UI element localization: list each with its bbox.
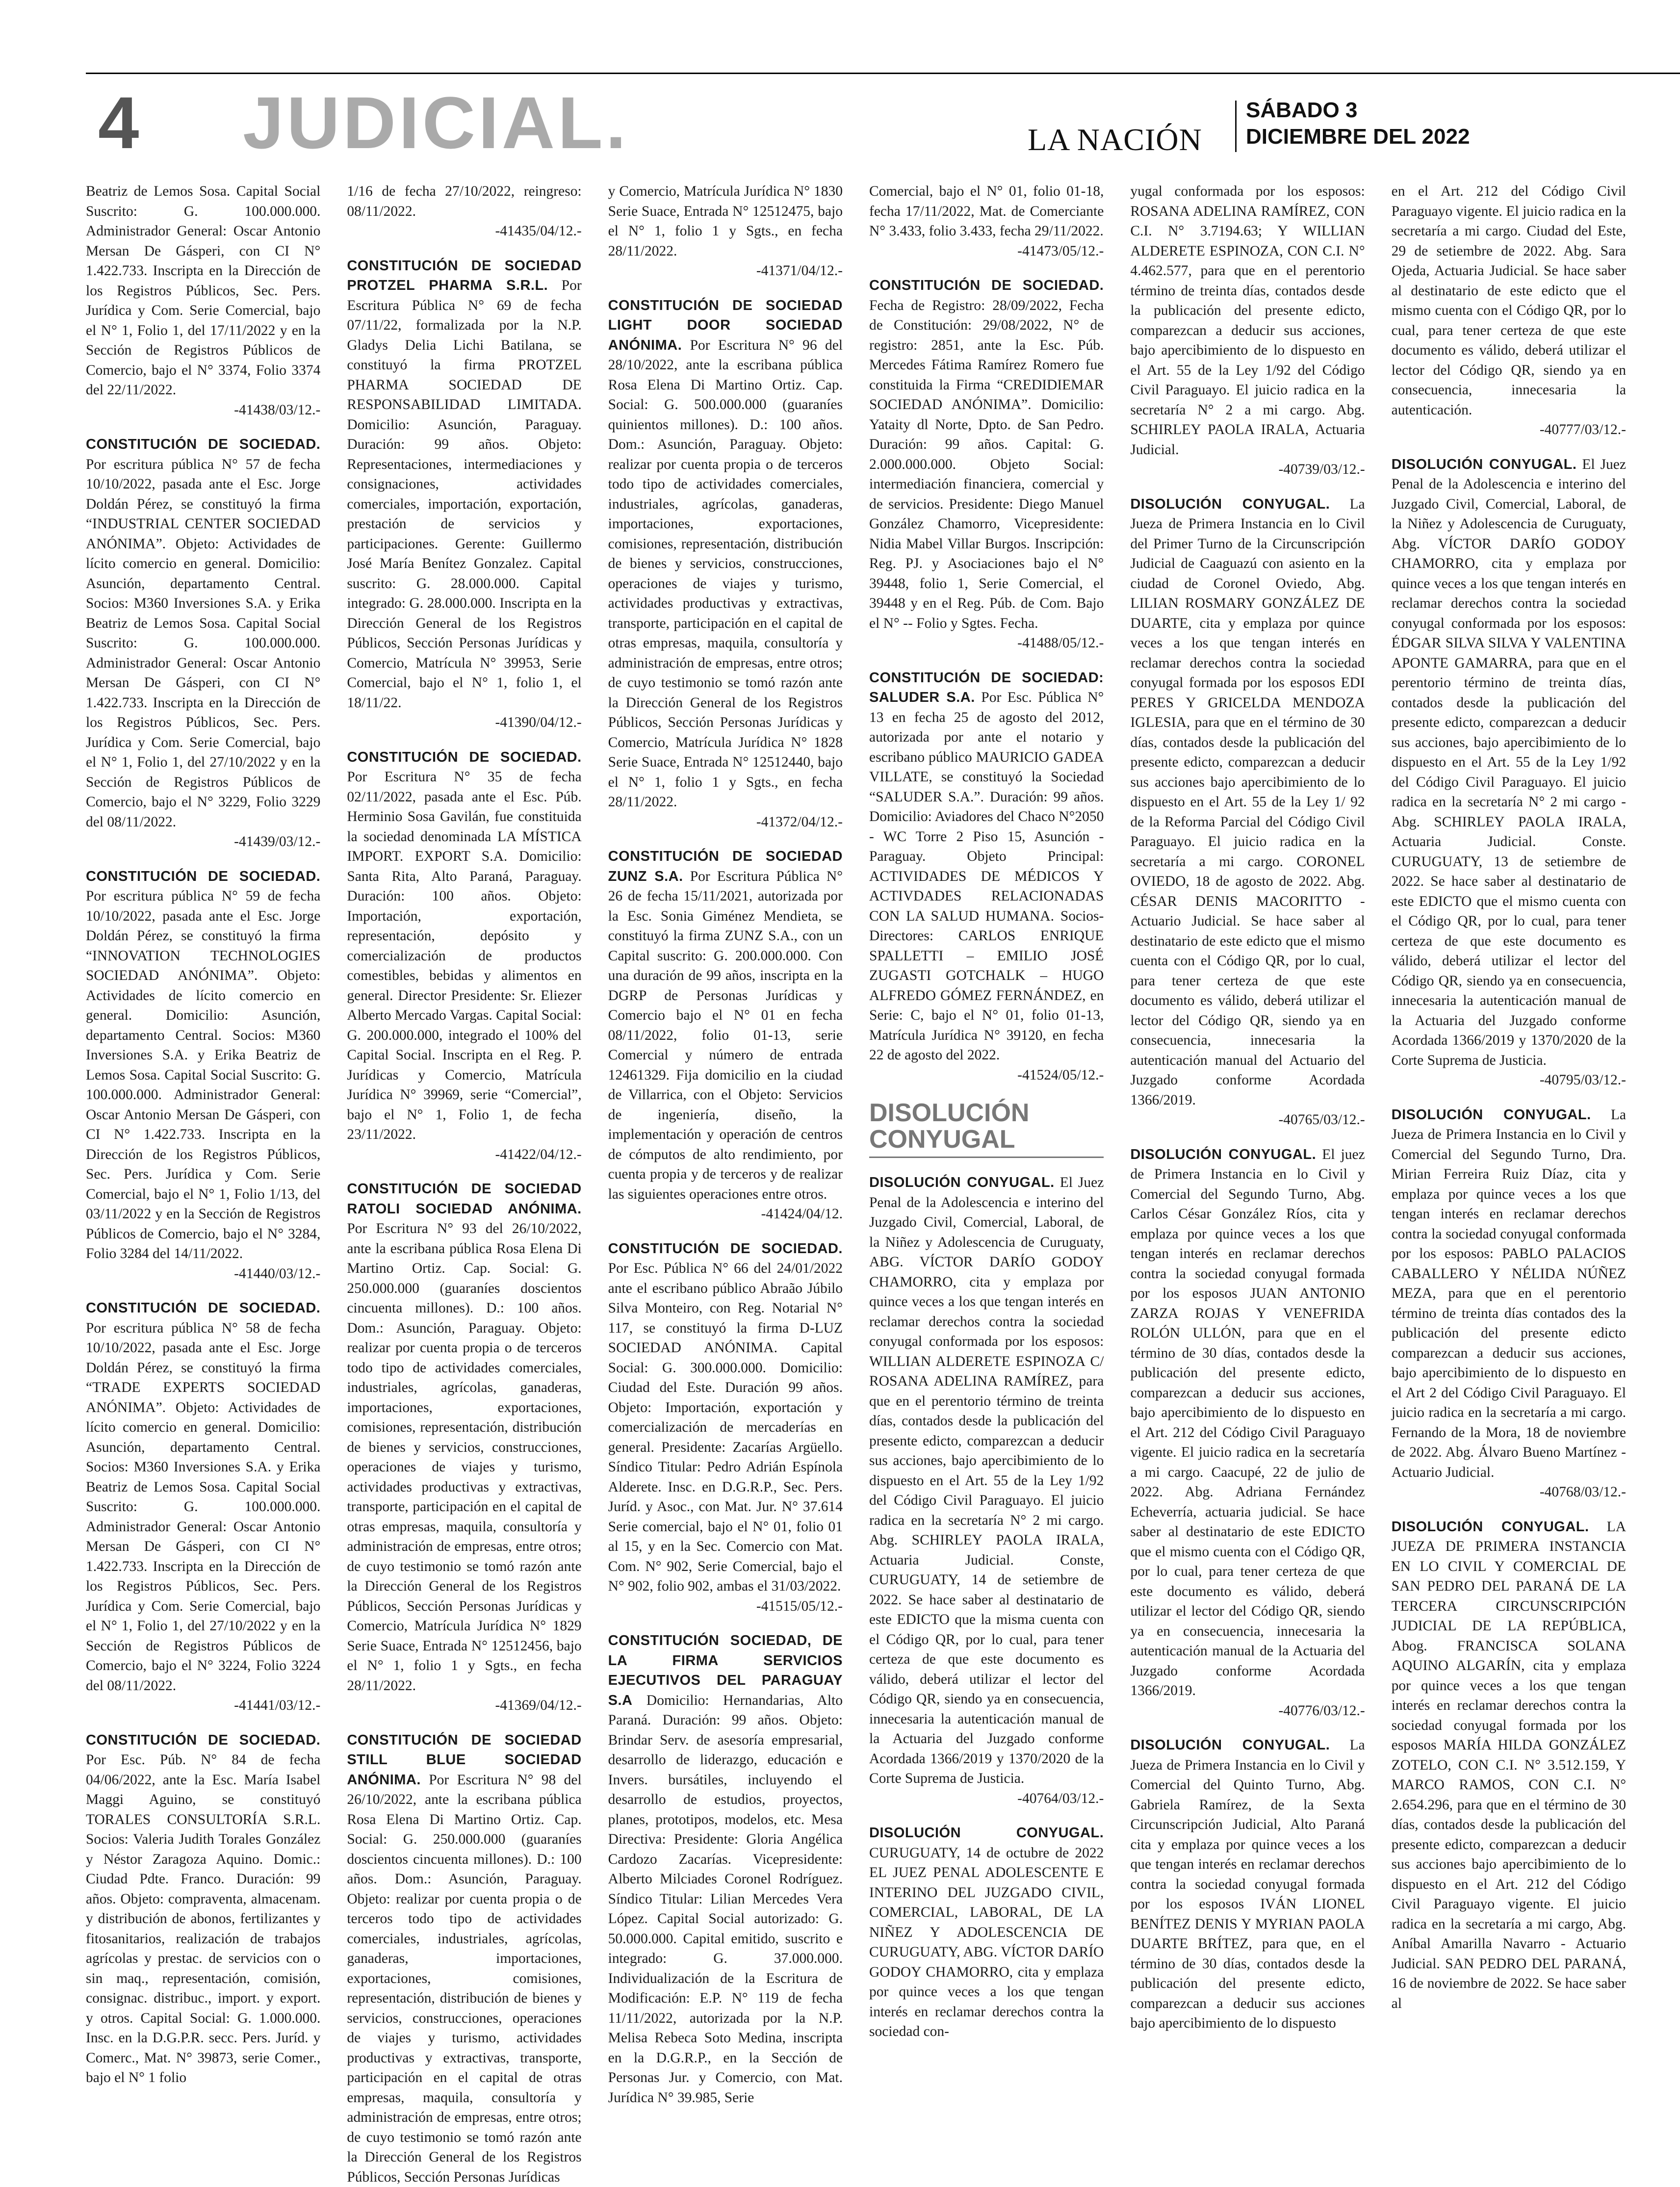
notice-heading: DISOLUCIÓN CONYUGAL. <box>1130 1147 1316 1162</box>
notice-body: El Juez Penal de la Adolescencia e interino del Juzgado Civil, Comercial, Laboral, de la Niñez y Adolescencia de Curuguaty, ABG. VÍCTOR DARÍO GODOY CHAMORRO, cita y emplaza por quince veces a los que tengan interés en reclamar derechos contra la sociedad conyugal conformada por los esposos: WILLIAN ALDERETE ESPINOZA C/ ROSANA ADELINA RAMÍREZ, para que en el perentorio término de treinta días, contados desde la publicación del presente edicto, comparezcan a deducir sus acciones, bajo apercibimiento de lo dispuesto en el Art. 55 de la Ley 1/92 del Código Civil Paraguayo. El juicio radica en la secretaría N° 2 mi cargo. Abg. SCHIRLEY PAOLA IRALA, Actuaria Judicial. Conste, CURUGUATY, 14 de setiembre de 2022. Se hace saber al destinatario de este EDICTO que la misma cuenta con el Código QR, por lo cual, para tener certeza de que este documento es válido, deberá utilizar el lector del Código QR, siendo ya en consecuencia, innecesaria la autenticación manual de la Actuaria del Juzgado conforme Acordada 1366/2019 y 1370/2020 de la Corte Suprema de Justicia. <box>869 1175 1104 1786</box>
legal-notice <box>869 1823 1104 2042</box>
notice-reference: -41515/05/12.- <box>608 1596 843 1617</box>
notice-body: 1/16 de fecha 27/10/2022, reingreso: 08/11/2022. <box>347 183 581 219</box>
legal-notice <box>1130 1735 1365 2033</box>
notice-body: yugal conformada por los esposos: ROSANA ADELINA RAMÍREZ, CON C.I. N° 3.7194.63; Y WILLIAN ALDERETE ESPINOZA, CON C.I. N° 4.462.577, para que en el perentorio término de treinta días, contados desde la publicación del presente edicto, comparezcan a deducir sus acciones, bajo apercibimiento de lo dispuesto en el Art. 55 de la Ley 1/92 del Código Civil Paraguayo. El juicio radica en la secretaría N° 2 a mi cargo. Abg. SCHIRLEY PAOLA IRALA, Actuaria Judicial. <box>1130 183 1365 458</box>
notice-body: Beatriz de Lemos Sosa. Capital Social Suscrito: G. 100.000.000. Administrador General: Oscar Antonio Mersan De Gásperi, con CI N° 1.422.733. Inscripta en la Dirección de los Registros Públicos, Sec. Pers. Jurídica y Com. Serie Comercial, bajo el N° 1, Folio 1, del 17/11/2022 y en la Sección de Registros Públicos de Comercio, bajo el N° 3374, Folio 3374 del 22/11/2022. <box>86 183 320 398</box>
notice-columns <box>86 181 1626 2134</box>
notice-reference: -40768/03/12.- <box>1392 1482 1626 1502</box>
section-heading: DISOLUCIÓN CONYUGAL <box>869 1100 1104 1158</box>
page-header <box>0 74 1680 172</box>
notice-reference: -40776/03/12.- <box>1130 1701 1365 1721</box>
notice-reference: -41424/04/12. <box>608 1204 843 1224</box>
notice-heading: CONSTITUCIÓN DE SOCIEDAD. <box>347 749 581 765</box>
header-divider <box>1235 101 1237 152</box>
page-number: 4 <box>98 86 139 159</box>
legal-notice <box>1130 494 1365 1130</box>
legal-notice <box>1392 1517 1626 2014</box>
notice-body: Por Escritura N° 93 del 26/10/2022, ante la escribana pública Rosa Elena Di Martino Ortiz. Cap. Social: G. 250.000.000 (guaraníes doscientos cincuenta millones). D.: 100 años. Dom.: Asunción, Paraguay. Objeto: realizar por cuenta propia o de terceros todo tipo de actividades comerciales, industriales, agrícolas, ganaderas, importaciones, exportaciones, comisiones, representación, distribución de bienes y servicios, construcciones, operaciones de viajes y turismo, actividades productivas y extractivas, transporte, participación en el capital de otras empresas, maquila, consultoría y administración de empresas, entre otros; de cuyo testimonio se tomó razón ante la Dirección General de los Registros Públicos, Sección Personas Jurídicas y Comercio, Matrícula Jurídica N° 1829 Serie Suace, Entrada N° 12512456, bajo el N° 1, folio 1 y Sgts., en fecha 28/11/2022. <box>347 1221 581 1694</box>
notice-body: Por Escritura Pública N° 69 de fecha 07/11/22, formalizada por la N.P. Gladys Delia Lichi Batilana, se constituyó la firma PROTZEL PHARMA SOCIEDAD DE RESPONSABILIDAD LIMITADA. Domicilio: Asunción, Paraguay. Duración: 99 años. Objeto: Representaciones, intermediaciones y consignaciones, actividades comerciales, importación, exportación, prestación de servicios y participaciones. Gerente: Guillermo José María Benítez Gonzalez. Capital suscrito: G. 28.000.000. Capital integrado: G. 28.000.000. Inscripta en la Dirección General de los Registros Públicos, Sección Personas Jurídicas y Comercio, Matrícula N° 39953, Serie Comercial, bajo el N° 1, folio 1, el 18/11/22. <box>347 278 581 711</box>
legal-notice <box>347 256 581 733</box>
notice-heading: CONSTITUCIÓN DE SOCIEDAD LIGHT DOOR SOCIEDAD ANÓNIMA. <box>608 298 843 353</box>
notice-reference: -41369/04/12.- <box>347 1696 581 1716</box>
legal-notice <box>1392 1105 1626 1502</box>
notice-heading: CONSTITUCIÓN DE SOCIEDAD. <box>86 869 320 884</box>
legal-notice <box>86 181 320 420</box>
notice-heading: CONSTITUCIÓN DE SOCIEDAD. <box>869 278 1104 293</box>
notice-reference: -41441/03/12.- <box>86 1696 320 1716</box>
notice-reference: -41440/03/12.- <box>86 1264 320 1284</box>
column-4 <box>869 181 1104 2134</box>
notice-body: Por escritura pública N° 57 de fecha 10/10/2022, pasada ante el Esc. Jorge Doldán Pérez, se constituyó la firma “INDUSTRIAL CENTER SOCIEDAD ANÓNIMA”. Objeto: Actividades de lícito comercio en general. Domicilio: Asunción, departamento Central. Socios: M360 Inversiones S.A. y Erika Beatriz de Lemos Sosa. Capital Social Suscrito: G. 100.000.000. Administrador General: Oscar Antonio Mersan De Gásperi, con CI N° 1.422.733. Inscripta en la Dirección de los Registros Públicos, Sec. Pers. Jurídica y Com. Serie Comercial, bajo el N° 1, Folio 1, del 27/10/2022 y en la Sección de Registros Públicos de Comercio, bajo el N° 3229, Folio 3229 del 08/11/2022. <box>86 457 320 830</box>
legal-notice <box>1392 181 1626 440</box>
notice-heading: CONSTITUCIÓN DE SOCIEDAD ZUNZ S.A. <box>608 849 843 884</box>
notice-heading: CONSTITUCIÓN DE SOCIEDAD. <box>86 437 320 452</box>
notice-body: Por escritura pública N° 59 de fecha 10/10/2022, pasada ante el Esc. Jorge Doldán Pérez, se constituyó la firma “INNOVATION TECHNOLOGIES SOCIEDAD ANÓNIMA”. Objeto: Actividades de lícito comercio en general. Domicilio: Asunción, departamento Central. Socios: M360 Inversiones S.A. y Erika Beatriz de Lemos Sosa. Capital Social Suscrito: G. 100.000.000. Administrador General: Oscar Antonio Mersan De Gásperi, con CI N° 1.422.733. Inscripta en la Dirección de los Registros Públicos, Sec. Pers. Jurídica y Com. Serie Comercial, bajo el N° 1, Folio 1/13, del 03/11/2022 y en la Sección de Registros Públicos de Comercio, bajo el N° 3284, Folio 3284 del 14/11/2022. <box>86 888 320 1261</box>
legal-notice <box>608 296 843 832</box>
notice-heading: DISOLUCIÓN CONYUGAL. <box>1392 1519 1589 1535</box>
legal-notice <box>347 1179 581 1716</box>
notice-heading: DISOLUCIÓN CONYUGAL. <box>1130 496 1330 512</box>
legal-notice <box>608 847 843 1224</box>
notice-body: El Juez Penal de la Adolescencia e interino del Juzgado Civil, Comercial, Laboral, de la Niñez y Adolescencia de Curuguaty, Abg. VÍCTOR DARÍO GODOY CHAMORRO, cita y emplaza por quince veces a los que tengan interés en reclamar derechos contra la sociedad conyugal conformada por los esposos: ÉDGAR SILVA SILVA Y VALENTINA APONTE GAMARRA, para que en el perentorio término de treinta días, contados desde la publicación del presente edicto, comparezcan a deducir sus acciones, bajo apercibimiento de lo dispuesto en el Art. 55 de la Ley 1/92 del Código Civil Paraguayo. El juicio radica en la secretaría N° 2 mi cargo - Abg. SCHIRLEY PAOLA IRALA, Actuaria Judicial. Conste. CURUGUATY, 13 de setiembre de 2022. Se hace saber al destinatario de este EDICTO que el mismo cuenta con el Código QR, por lo cual, para tener certeza de que este documento es válido, deberá utilizar el lector del Código QR, siendo ya en consecuencia, innecesaria la autenticación manual de la Actuaria del Juzgado conforme Acordada 1366/2019 y 1370/2020 de la Corte Suprema de Justicia. <box>1392 457 1626 1068</box>
legal-notice <box>86 1298 320 1716</box>
legal-notice <box>347 747 581 1165</box>
notice-reference: -41390/04/12.- <box>347 713 581 733</box>
legal-notice <box>869 181 1104 261</box>
notice-body: LA JUEZA DE PRIMERA INSTANCIA EN LO CIVIL Y COMERCIAL DE SAN PEDRO DEL PARANÁ DE LA TERCERA CIRCUNSCRIPCIÓN JUDICIAL DE LA REPÚBLICA, Abog. FRANCISCA SOLANA AQUINO ALGARÍN, cita y emplaza por quince veces a los que tengan interés en reclamar derechos contra la sociedad conyugal formada por los esposos MARÍA HILDA GONZÁLEZ ZOTELO, CON C.I. N° 3.512.159, Y MARCO RAMOS, CON C.I. N° 2.654.296, para que en el término de 30 días, contados desde la publicación del presente edicto, comparezcan a deducir sus acciones bajo apercibimiento de lo dispuesto en el Art. 212 del Código Civil Paraguayo vigente. El juicio radica en la secretaría a mi cargo, Abg. Aníbal Amarilla Navarro - Actuario Judicial. SAN PEDRO DEL PARANÁ, 16 de noviembre de 2022. Se hace saber al <box>1392 1519 1626 2011</box>
notice-heading: CONSTITUCIÓN DE SOCIEDAD RATOLI SOCIEDAD ANÓNIMA. <box>347 1181 581 1217</box>
notice-body: La Jueza de Primera Instancia en lo Civil del Primer Turno de la Circunscripción Judicial de Caaguazú con asiento en la ciudad de Coronel Oviedo, Abg. LILIAN ROSMARY GONZÁLEZ DE DUARTE, cita y emplaza por quince veces a los que tengan interés en reclamar derechos contra la sociedad conyugal formada por los esposos EDI PERES Y GRICELDA MENDOZA IGLESIA, para que en el término de 30 días, contados desde la publicación del presente edicto, comparezcan a deducir sus acciones bajo apercibimiento de lo dispuesto en el Art. 55 de la Ley 1/ 92 de la Reforma Parcial del Código Civil Paraguayo. El juicio radica en la secretaría a mi cargo. CORONEL OVIEDO, 18 de agosto de 2022. Abg. CÉSAR DENIS MACORITTO - Actuario Judicial. Se hace saber al destinatario de este edicto que el mismo cuenta con el Código QR, por lo cual, para tener certeza de que este documento es válido, deberá utilizar el lector del Código QR, siendo ya en consecuencia, innecesaria la autenticación manual del Actuario del Juzgado conforme Acordada 1366/2019. <box>1130 496 1365 1108</box>
notice-body: Comercial, bajo el N° 01, folio 01-18, fecha 17/11/2022, Mat. de Comerciante N° 3.433, folio 3.433, fecha 29/11/2022. <box>869 183 1104 239</box>
notice-reference: -40777/03/12.- <box>1392 420 1626 440</box>
legal-notice <box>86 1730 320 2088</box>
notice-body: y Comercio, Matrícula Jurídica N° 1830 Serie Suace, Entrada N° 12512475, bajo el N° 1, folio 1 y Sgts., en fecha 28/11/2022. <box>608 183 843 259</box>
notice-reference: -41422/04/12.- <box>347 1145 581 1165</box>
notice-heading: CONSTITUCIÓN DE SOCIEDAD. <box>608 1241 843 1257</box>
notice-reference: -41439/03/12.- <box>86 832 320 852</box>
notice-body: Por Esc. Pública N° 66 del 24/01/2022 ante el escribano público Abraão Júbilo Silva Monteiro, con Reg. Notarial N° 117, se constituyó la firma D-LUZ SOCIEDAD ANÓNIMA. Capital Social: G. 300.000.000. Domicilio: Ciudad del Este. Duración 99 años. Objeto: Importación, exportación y comercialización de mercaderías en general. Presidente: Zacarías Argüello. Síndico Titular: Pedro Adrián Espínola Alderete. Insc. en D.G.R.P., Sec. Pers. Juríd. y Asoc., con Mat. Jur. N° 37.614 Serie comercial, bajo el N° 01, folio 01 al 15, y en la Sec. Comercio con Mat. Com. N° 902, Serie Comercial, bajo el N° 902, folio 902, ambas el 31/03/2022. <box>608 1261 843 1594</box>
column-2 <box>347 181 581 2134</box>
notice-reference: -41488/05/12.- <box>869 633 1104 653</box>
notice-reference: -40764/03/12.- <box>869 1789 1104 1809</box>
dateline-date: DICIEMBRE DEL 2022 <box>1246 124 1470 150</box>
notice-heading: DISOLUCIÓN CONYUGAL. <box>1130 1737 1330 1753</box>
notice-body: en el Art. 212 del Código Civil Paraguayo vigente. El juicio radica en la secretaría a mi cargo. Ciudad del Este, 29 de setiembre de 2022. Abg. Sara Ojeda, Actuaria Judicial. Se hace saber al destinatario de este edicto que el mismo cuenta con el Código QR, por lo cual, para tener certeza de que este documento es válido, deberá utilizar el lector del Código QR, siendo ya en consecuencia, innecesaria la autenticación. <box>1392 183 1626 418</box>
legal-notice <box>347 181 581 241</box>
legal-notice <box>347 1730 581 2187</box>
notice-heading: DISOLUCIÓN CONYUGAL. <box>869 1175 1055 1190</box>
legal-notice <box>608 1239 843 1617</box>
notice-body: La Jueza de Primera Instancia en lo Civil y Comercial del Segundo Turno, Dra. Mirian Ferreira Ruiz Díaz, cita y emplaza por quince veces a los que tengan interés en reclamar derechos contra la sociedad conyugal conformada por los esposos: PABLO PALACIOS CABALLERO Y NÉLIDA NÚÑEZ MEZA, para que en el perentorio término de treinta días contados des la publicación del presente edicto comparezcan a deducir sus acciones, bajo apercibimiento de lo dispuesto en el Art 2 del Código Civil Paraguayo. El juicio radica en la secretaría a mi cargo. Fernando de la Mora, 18 de noviembre de 2022. Abg. Álvaro Bueno Martínez - Actuario Judicial. <box>1392 1107 1626 1480</box>
notice-reference: -41435/04/12.- <box>347 221 581 241</box>
notice-body: Por Esc. Púb. N° 84 de fecha 04/06/2022, ante la Esc. María Isabel Maggi Aguino, se constituyó TORALES CONSULTORÍA S.R.L. Socios: Valeria Judith Torales González y Néstor Zaragoza Aquino. Domic.: Ciudad Pdte. Franco. Duración: 99 años. Objeto: compraventa, almacenam. y distribución de abonos, fertilizantes y fitosanitarios, realización de trabajos agrícolas y prestac. de servicios con o sin maq., representación, comisión, consignac. distribuc., import. y export. y otros. Capital Social: G. 1.000.000. Insc. en la D.G.P.R. secc. Pers. Juríd. y Comerc., Mat. N° 39873, serie Comer., bajo el N° 1 folio <box>86 1752 320 2085</box>
notice-body: La Jueza de Primera Instancia en lo Civil y Comercial del Quinto Turno, Abg. Gabriela Ramírez, de la Sexta Circunscripción Judicial, Alto Paraná cita y emplaza por quince veces a los que tengan interés en reclamar derechos contra la sociedad conyugal formada por los esposos IVÁN LIONEL BENÍTEZ DENIS Y MYRIAN PAOLA DUARTE BRÍTEZ, para que, en el término de 30 días, contados desde la publicación del presente edicto, comparezcan a deducir sus acciones bajo apercibimiento de lo dispuesto <box>1130 1737 1365 2031</box>
legal-notice <box>608 181 843 281</box>
notice-heading: CONSTITUCIÓN DE SOCIEDAD PROTZEL PHARMA S.R.L. <box>347 258 581 294</box>
notice-reference: -41473/05/12.- <box>869 241 1104 261</box>
notice-heading: DISOLUCIÓN CONYUGAL. <box>869 1825 1104 1841</box>
notice-body: Por Escritura Pública N° 26 de fecha 15/11/2021, autorizada por la Esc. Sonia Giménez Mendieta, se constituyó la firma ZUNZ S.A., con un Capital suscrito: G. 200.000.000. Con una duración de 99 años, inscripta en la DGRP de Personas Jurídicas y Comercio bajo el N° 01 en fecha 08/11/2022, folio 01-13, serie Comercial y número de entrada 12461329. Fija domicilio en la ciudad de Villarrica, con el Objeto: Servicios de ingeniería, diseño, la implementación y operación de centros de cómputos de alto rendimiento, por cuenta propia y de terceros y de realizar las siguientes operaciones entre otros. <box>608 869 843 1202</box>
notice-heading: CONSTITUCIÓN DE SOCIEDAD. <box>86 1300 320 1316</box>
notice-body: Por escritura pública N° 58 de fecha 10/10/2022, pasada ante el Esc. Jorge Doldán Pérez, se constituyó la firma “TRADE EXPERTS SOCIEDAD ANÓNIMA”. Objeto: Actividades de lícito comercio en general. Domicilio: Asunción, departamento Central. Socios: M360 Inversiones S.A. y Erika Beatriz de Lemos Sosa. Capital Social Suscrito: G. 100.000.000. Administrador General: Oscar Antonio Mersan De Gásperi, con CI N° 1.422.733. Inscripta en la Dirección de los Registros Públicos, Sec. Pers. Jurídica y Com. Serie Comercial, bajo el N° 1, Folio 1, del 27/10/2022 y en la Sección de Registros Públicos de Comercio, bajo el N° 3224, Folio 3224 del 08/11/2022. <box>86 1320 320 1694</box>
legal-notice <box>869 1173 1104 1808</box>
legal-notice <box>1392 455 1626 1090</box>
notice-heading: CONSTITUCIÓN SOCIEDAD, DE LA FIRMA SERVICIOS EJECUTIVOS DEL PARAGUAY S.A <box>608 1633 843 1708</box>
notice-reference: -40739/03/12.- <box>1130 460 1365 480</box>
column-6 <box>1392 181 1626 2134</box>
notice-reference: -41372/04/12.- <box>608 812 843 832</box>
dateline-day: SÁBADO 3 <box>1246 97 1470 124</box>
notice-heading: CONSTITUCIÓN DE SOCIEDAD: SALUDER S.A. <box>869 670 1104 706</box>
notice-reference: -40795/03/12.- <box>1392 1070 1626 1090</box>
legal-notice <box>1130 1145 1365 1721</box>
notice-reference: -40765/03/12.- <box>1130 1110 1365 1130</box>
notice-body: Por Escritura N° 35 de fecha 02/11/2022, pasada ante el Esc. Púb. Herminio Sosa Gavilán, fue constituida la sociedad denominada LA MÍSTICA IMPORT. EXPORT S.A. Domicilio: Santa Rita, Alto Paraná, Paraguay. Duración: 100 años. Objeto: Importación, exportación, representación, depósito y comercialización de productos comestibles, bebidas y alimentos en general. Director Presidente: Sr. Eliezer Alberto Mercado Vargas. Capital Social: G. 200.000.000, integrado el 100% del Capital Social. Inscripta en el Reg. P. Jurídicas y Comercio, Matrícula Jurídica N° 39969, serie “Comercial”, bajo el N° 1, Folio 1, de fecha 23/11/2022. <box>347 769 581 1142</box>
legal-notice <box>608 1631 843 2108</box>
notice-body: Por Escritura N° 98 del 26/10/2022, ante la escribana pública Rosa Elena Di Martino Ortiz. Cap. Social: G. 250.000.000 (guaraníes doscientos cincuenta millones). D.: 100 años. Dom.: Asunción, Paraguay. Objeto: realizar por cuenta propia o de terceros todo tipo de actividades comerciales, industriales, agrícolas, ganaderas, importaciones, exportaciones, comisiones, representación, distribución de bienes y servicios, construcciones, operaciones de viajes y turismo, actividades productivas y extractivas, transporte, participación en el capital de otras empresas, maquila, consultoría y administración de empresas, entre otros; de cuyo testimonio se tomó razón ante la Dirección General de los Registros Públicos, Sección Personas Jurídicas <box>347 1772 581 2185</box>
section-title: JUDICIAL. <box>243 86 629 159</box>
dateline <box>1246 97 1470 150</box>
legal-notice <box>86 435 320 852</box>
notice-body: Fecha de Registro: 28/09/2022, Fecha de Constitución: 29/08/2022, N° de registro: 2851, ante la Esc. Púb. Mercedes Fátima Ramírez Romero fue constituida la Firma “CREDIDIEMAR SOCIEDAD ANÓNIMA”. Domicilio: Yataity dl Norte, Dpto. de San Pedro. Duración: 99 años. Capital: G. 2.000.000.000. Objeto Social: intermediación financiera, comercial y de servicios. Presidente: Diego Manuel González Chamorro, Vicepresidente: Nidia Mabel Villar Burgos. Inscripción: Reg. PJ. y Asociaciones bajo el N° 39448, folio 1, Serie Comercial, el 39448 y en el Reg. Púb. de Com. Bajo el N° -- Folio y Sgtes. Fecha. <box>869 298 1104 631</box>
newspaper-logo: LA NACIÓN <box>1028 120 1202 159</box>
notice-reference: -41524/05/12.- <box>869 1065 1104 1085</box>
column-1 <box>86 181 320 2134</box>
notice-heading: DISOLUCIÓN CONYUGAL. <box>1392 457 1577 472</box>
legal-notice <box>1130 181 1365 480</box>
notice-heading: CONSTITUCIÓN DE SOCIEDAD. <box>86 1732 320 1748</box>
notice-heading: DISOLUCIÓN CONYUGAL. <box>1392 1107 1591 1123</box>
legal-notice <box>869 668 1104 1085</box>
notice-reference: -41371/04/12.- <box>608 261 843 281</box>
legal-notice <box>869 276 1104 653</box>
column-5 <box>1130 181 1365 2134</box>
notice-body: Domicilio: Hernandarias, Alto Paraná. Duración: 99 años. Objeto: Brindar Serv. de asesoría empresarial, desarrollo de liderazgo, educación e Invers. bursátiles, incluyendo el desarrollo de estudios, proyectos, planes, prototipos, modelos, etc. Mesa Directiva: Presidente: Gloria Angélica Cardozo Zacarías. Vicepresidente: Alberto Milciades Coronel Rodríguez. Síndico Titular: Lilian Mercedes Vera López. Capital Social autorizado: G. 50.000.000. Capital emitido, suscrito e integrado: G. 37.000.000. Individualización de la Escritura de Modificación: E.P. N° 119 de fecha 11/11/2022, autorizada por la N.P. Melisa Rebeca Soto Medina, inscripta en la D.G.R.P., en la Sección de Personas Jur. y Comercio, con Mat. Jurídica N° 39.985, Serie <box>608 1693 843 2106</box>
column-3 <box>608 181 843 2134</box>
notice-body: Por Esc. Pública N° 13 en fecha 25 de agosto del 2012, autorizada por ante el notario y escribano público MAURICIO GADEA VILLATE, se constituyó la Sociedad “SALUDER S.A.”. Duración: 99 años. Domicilio: Aviadores del Chaco N°2050 - WC Torre 2 Piso 15, Asunción - Paraguay. Objeto Principal: ACTIVIDADES DE MÉDICOS Y ACTIVDADES RELACIONADAS CON LA SALUD HUMANA. Socios-Directores: CARLOS ENRIQUE SPALLETTI – EMILIO JOSÉ ZUGASTI GOTCHALK – HUGO ALFREDO GÓMEZ FERNÁNDEZ, en Serie: C, bajo el N° 01, folio 01-13, Matrícula Jurídica N° 39120, en fecha 22 de agosto del 2022. <box>869 690 1104 1063</box>
notice-body: El juez de Primera Instancia en lo Civil y Comercial del Segundo Turno, Abg. Carlos César González Ríos, cita y emplaza por quince veces a los que tengan interés en reclamar derechos contra la sociedad conyugal formada por los esposos JUAN ANTONIO ZARZA ROJAS Y VENEFRIDA ROLÓN ULLÓN, para que en el término de 30 días, contados desde la publicación del presente edicto, comparezcan a deducir sus acciones, bajo apercibimiento de lo dispuesto en el Art. 212 del Código Civil Paraguayo vigente. El juicio radica en la secretaría a mi cargo. Caacupé, 22 de julio de 2022. Abg. Adriana Fernández Echeverría, actuaria judicial. Se hace saber al destinatario de este EDICTO que el mismo cuenta con el Código QR, por lo cual, para tener certeza de que este documento es válido, deberá utilizar el lector del Código QR, siendo ya en consecuencia, innecesaria la autenticación manual de la Actuaria del Juzgado conforme Acordada 1366/2019. <box>1130 1147 1365 1699</box>
notice-body: Por Escritura N° 96 del 28/10/2022, ante la escribana pública Rosa Elena Di Martino Ortiz. Cap. Social: G. 500.000.000 (guaraníes quinientos millones). D.: 100 años. Dom.: Asunción, Paraguay. Objeto: realizar por cuenta propia o de terceros todo tipo de actividades comerciales, industriales, agrícolas, ganaderas, importaciones, exportaciones, comisiones, representación, distribución de bienes y servicios, construcciones, operaciones de viajes y turismo, actividades productivas y extractivas, transporte, participación en el capital de otras empresas, maquila, consultoría y administración de empresas, entre otros; de cuyo testimonio se tomó razón ante la Dirección General de los Registros Públicos, Sección Personas Jurídicas y Comercio, Matrícula Jurídica N° 1828 Serie Suace, Entrada N° 12512440, bajo el N° 1, folio 1 y Sgts., en fecha 28/11/2022. <box>608 337 843 810</box>
notice-body: CURUGUATY, 14 de octubre de 2022 EL JUEZ PENAL ADOLESCENTE E INTERINO DEL JUZGADO CIVIL, COMERCIAL, LABORAL, DE LA NIÑEZ Y ADOLESCENCIA DE CURUGUATY, ABG. VÍCTOR DARÍO GODOY CHAMORRO, cita y emplaza por quince veces a los que tengan interés en reclamar derechos contra la sociedad con- <box>869 1845 1104 2040</box>
notice-reference: -41438/03/12.- <box>86 400 320 420</box>
legal-notice <box>86 867 320 1284</box>
notice-heading: CONSTITUCIÓN DE SOCIEDAD STILL BLUE SOCIEDAD ANÓNIMA. <box>347 1732 581 1788</box>
